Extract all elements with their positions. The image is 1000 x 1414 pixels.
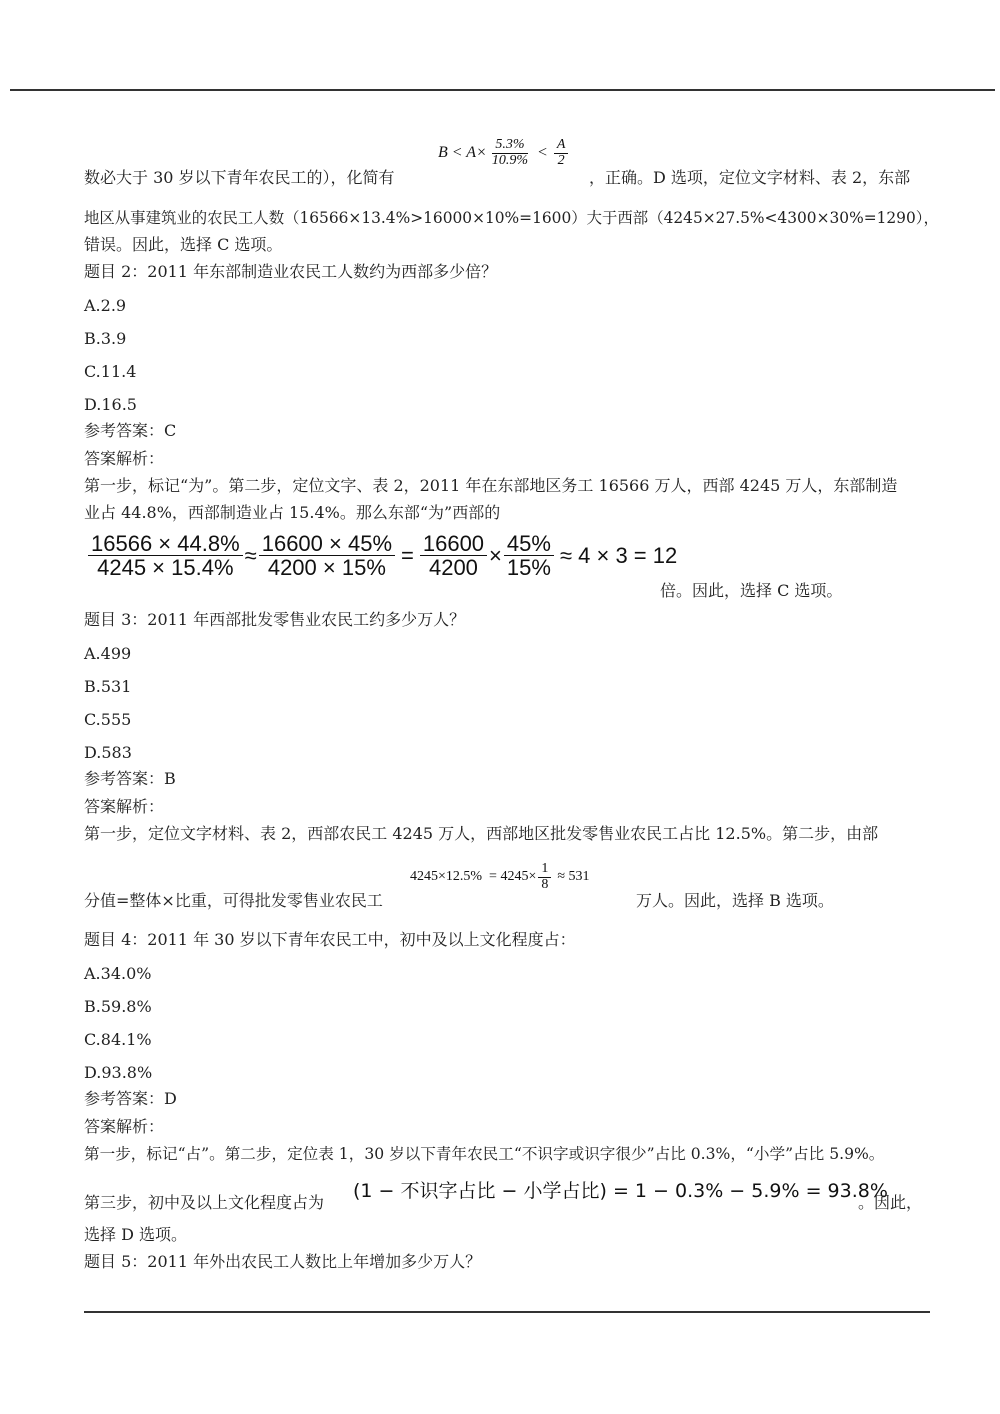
option: A.34.0%: [84, 964, 152, 983]
text-line: 第三步，初中及以上文化程度占为: [84, 1193, 325, 1212]
option: C.555: [84, 710, 132, 729]
option: C.11.4: [84, 362, 137, 381]
option: D.93.8%: [84, 1063, 153, 1082]
text-line: 分值=整体×比重，可得批发零售业农民工: [84, 891, 383, 910]
text-line: 万人。因此，选择 B 选项。: [636, 891, 834, 910]
explanation-label: 答案解析：: [84, 1117, 165, 1136]
text-line: 业占 44.8%，西部制造业占 15.4%。那么东部“为”西部的: [84, 503, 501, 522]
text-line: 第一步，标记“占”。第二步，定位表 1，30 岁以下青年农民工“不识字或识字很少”占比 0.3%，“小学”占比 5.9%。: [84, 1145, 885, 1163]
option: B.3.9: [84, 329, 127, 348]
explanation-label: 答案解析：: [84, 797, 165, 816]
question-title: 题目 5：2011 年外出农民工人数比上年增加多少万人？: [84, 1252, 482, 1271]
option: A.499: [84, 644, 132, 663]
text-line: 第一步，定位文字材料、表 2，西部农民工 4245 万人，西部地区批发零售业农民工占比 12.5%。第二步，由部: [84, 824, 879, 843]
option: B.59.8%: [84, 997, 152, 1016]
text-line: 地区从事建筑业的农民工人数（16566×13.4%>16000×10%=1600）大于西部（4245×27.5%<4300×30%=1290），: [84, 209, 939, 227]
text-line: 选择 D 选项。: [84, 1225, 188, 1244]
text-line: 数必大于 30 岁以下青年农民工的），化简有: [84, 168, 395, 187]
formula-simplify: B < A× $\frac{5.3\%}{10.9\%}$ < $\frac{A}{2}$: [438, 138, 570, 168]
formula-part-value: 4245×12.5% = 4245× $\frac{1}{8}$ ≈ 531: [410, 861, 590, 892]
question-title: 题目 2：2011 年东部制造业农民工人数约为西部多少倍？: [84, 262, 498, 281]
formula-fraction: $\frac{A}{2}$: [554, 138, 569, 168]
explanation-label: 答案解析：: [84, 449, 165, 468]
formula-fraction: $\frac{5.3\%}{10.9\%}$: [491, 137, 529, 168]
text-line: 第一步，标记“为”。第二步，定位文字、表 2，2011 年在东部地区务工 16566 万人，西部 4245 万人，东部制造: [84, 476, 898, 495]
option: A.2.9: [84, 296, 127, 315]
header-rule: [10, 89, 995, 91]
formula-education-share: (1 − 不识字占比 − 小学占比) = 1 − 0.3% − 5.9% = 93.8%: [353, 1180, 888, 1202]
option: D.583: [84, 743, 132, 762]
question-title: 题目 4：2011 年 30 岁以下青年农民工中，初中及以上文化程度占：: [84, 930, 576, 949]
reference-answer: 参考答案：B: [84, 769, 176, 788]
reference-answer: 参考答案：C: [84, 421, 177, 440]
formula-lhs: B < A×: [438, 144, 487, 162]
option: D.16.5: [84, 395, 137, 414]
option: C.84.1%: [84, 1030, 152, 1049]
reference-answer: 参考答案：D: [84, 1089, 177, 1108]
text-line: 。因此，: [858, 1193, 923, 1212]
text-line: 错误。因此，选择 C 选项。: [84, 235, 283, 254]
footer-rule: [84, 1311, 930, 1313]
text-line: 倍。因此，选择 C 选项。: [660, 581, 843, 600]
question-title: 题目 3：2011 年西部批发零售业农民工约多少万人？: [84, 610, 466, 629]
option: B.531: [84, 677, 132, 696]
formula-ratio: $\frac{16566 \times 44.8\%}{4245 \times 15.4\%}$ ≈ $\frac{16600 \times 45\%}{4200 \times 15\%}$ = $\frac{16600}{4200}$ × $\frac{45\%}{15\%}$ ≈ 4 × 3 = 12: [86, 532, 681, 579]
text-line: ，正确。D 选项，定位文字材料、表 2，东部: [589, 168, 911, 187]
